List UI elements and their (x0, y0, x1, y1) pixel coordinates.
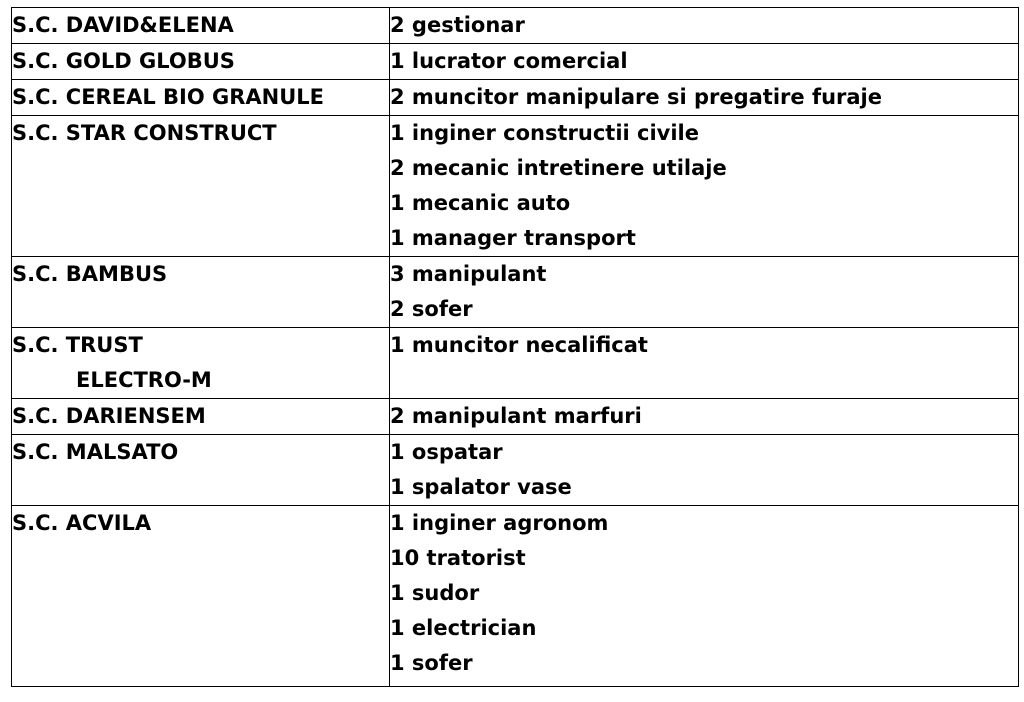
position-item: 1 mecanic auto (390, 191, 571, 215)
position-item: 1 electrician (390, 616, 537, 640)
position-item: 1 muncitor necalificat (390, 333, 648, 357)
company-cell (12, 257, 390, 328)
company-cell (12, 80, 390, 116)
positions-cell (390, 435, 1019, 506)
table-row (12, 435, 1019, 506)
table-row (12, 116, 1019, 257)
position-item: 1 sudor (390, 581, 480, 605)
company-name: S.C. GOLD GLOBUS (12, 49, 235, 73)
company-name: S.C. DARIENSEM (12, 404, 206, 428)
positions-cell (390, 399, 1019, 435)
positions-cell (390, 80, 1019, 116)
company-name: S.C. MALSATO (12, 440, 179, 464)
company-cell (12, 328, 390, 399)
position-item: 2 muncitor manipulare si pregatire furaje (390, 85, 882, 109)
positions-cell (390, 8, 1019, 44)
position-item: 10 tratorist (390, 546, 526, 570)
positions-cell (390, 257, 1019, 328)
company-cell (12, 399, 390, 435)
position-item: 1 inginer agronom (390, 511, 609, 535)
position-item: 1 ospatar (390, 440, 503, 464)
positions-cell (390, 116, 1019, 257)
position-item: 1 inginer constructii civile (390, 121, 700, 145)
position-item: 3 manipulant (390, 262, 547, 286)
table-row (12, 8, 1019, 44)
position-item: 1 manager transport (390, 226, 636, 250)
company-cell (12, 506, 390, 687)
table-row (12, 44, 1019, 80)
positions-cell (390, 44, 1019, 80)
table-row (12, 80, 1019, 116)
position-item: 2 sofer (390, 297, 473, 321)
position-item: 2 manipulant marfuri (390, 404, 642, 428)
company-name: S.C. CEREAL BIO GRANULE (12, 85, 325, 109)
company-name-continued: ELECTRO-M (76, 368, 212, 392)
table-row (12, 328, 1019, 399)
position-item: 1 sofer (390, 651, 473, 675)
company-name: S.C. TRUST (12, 333, 143, 357)
positions-cell (390, 328, 1019, 399)
company-cell (12, 44, 390, 80)
position-item: 2 gestionar (390, 13, 525, 37)
company-name: S.C. DAVID&ELENA (12, 13, 234, 37)
company-name: S.C. ACVILA (12, 511, 152, 535)
table-row (12, 506, 1019, 687)
position-item: 1 spalator vase (390, 475, 572, 499)
job-openings-table (11, 7, 1019, 687)
company-name: S.C. BAMBUS (12, 262, 168, 286)
company-cell (12, 435, 390, 506)
position-item: 2 mecanic intretinere utilaje (390, 156, 727, 180)
positions-cell (390, 506, 1019, 687)
company-cell (12, 116, 390, 257)
company-name: S.C. STAR CONSTRUCT (12, 121, 277, 145)
position-item: 1 lucrator comercial (390, 49, 628, 73)
table-row (12, 257, 1019, 328)
company-cell (12, 8, 390, 44)
table-row (12, 399, 1019, 435)
